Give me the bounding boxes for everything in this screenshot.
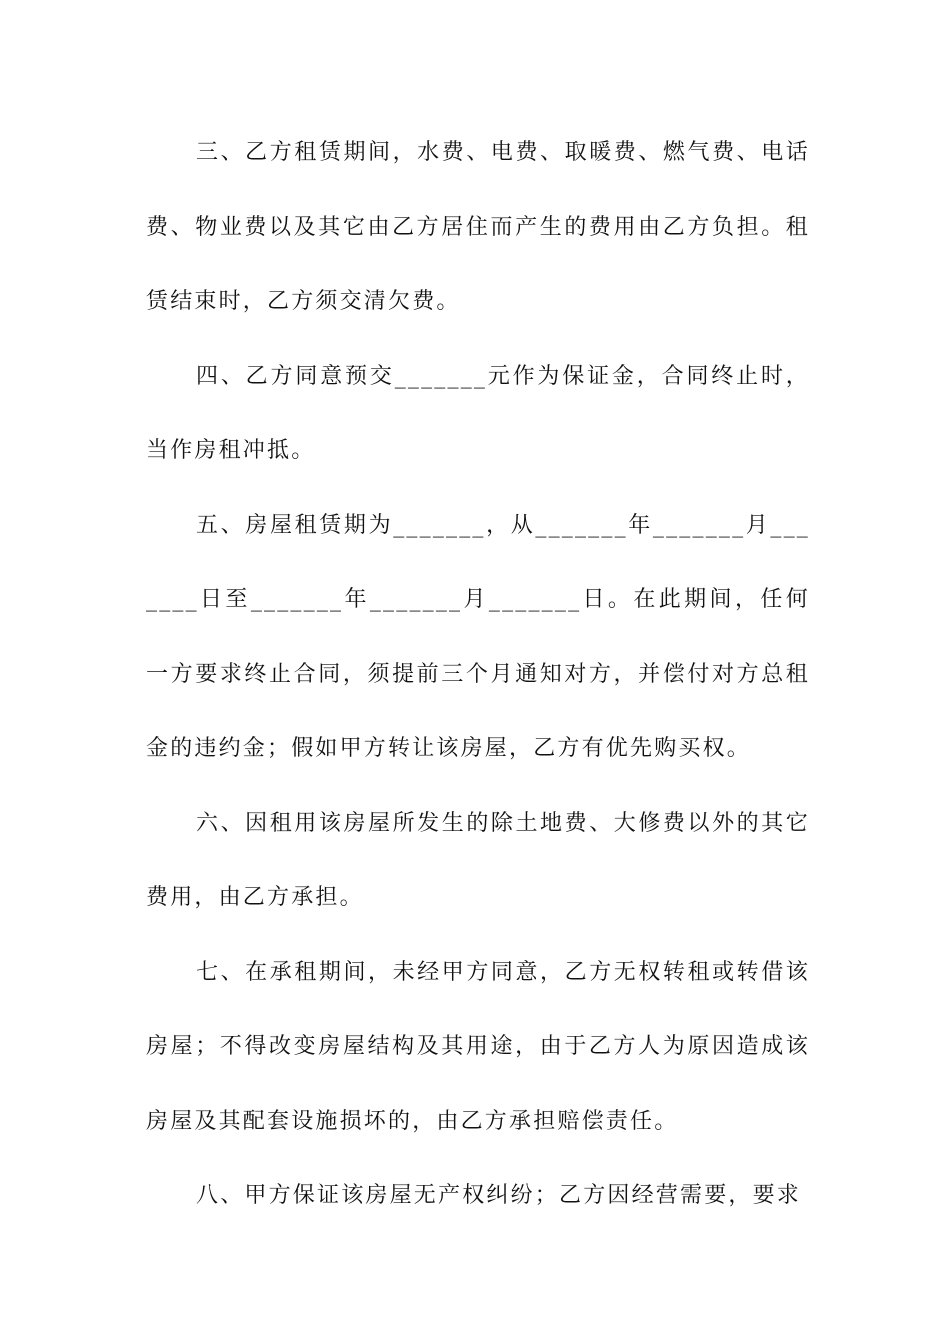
clause-6-paragraph: 六、因租用该房屋所发生的除土地费、大修费以外的其它费用，由乙方承担。 [146, 810, 810, 910]
clause-8-paragraph: 八、甲方保证该房屋无产权纠纷；乙方因经营需要，要求 [196, 1183, 802, 1208]
clause-7-paragraph: 七、在承租期间，未经甲方同意，乙方无权转租或转借该房屋；不得改变房屋结构及其用途，由于乙方人为原因造成该房屋及其配套设施损坏的，由乙方承担赔偿责任。 [146, 959, 810, 1134]
clause-5-paragraph: 五、房屋租赁期为_______，从_______年_______月_______日至_______年_______月_______日。在此期间，任何一方要求终止合同，须提前三个月通知对方，并偿付对方总租金的违约金；假如甲方转让该房屋，乙方有优先购买权。 [146, 512, 810, 761]
document-body [146, 116, 810, 1234]
clause-3-paragraph: 三、乙方租赁期间，水费、电费、取暖费、燃气费、电话费、物业费以及其它由乙方居住而产生的费用由乙方负担。租赁结束时，乙方须交清欠费。 [146, 140, 810, 314]
clause-4-paragraph: 四、乙方同意预交_______元作为保证金，合同终止时，当作房租冲抵。 [146, 363, 810, 463]
